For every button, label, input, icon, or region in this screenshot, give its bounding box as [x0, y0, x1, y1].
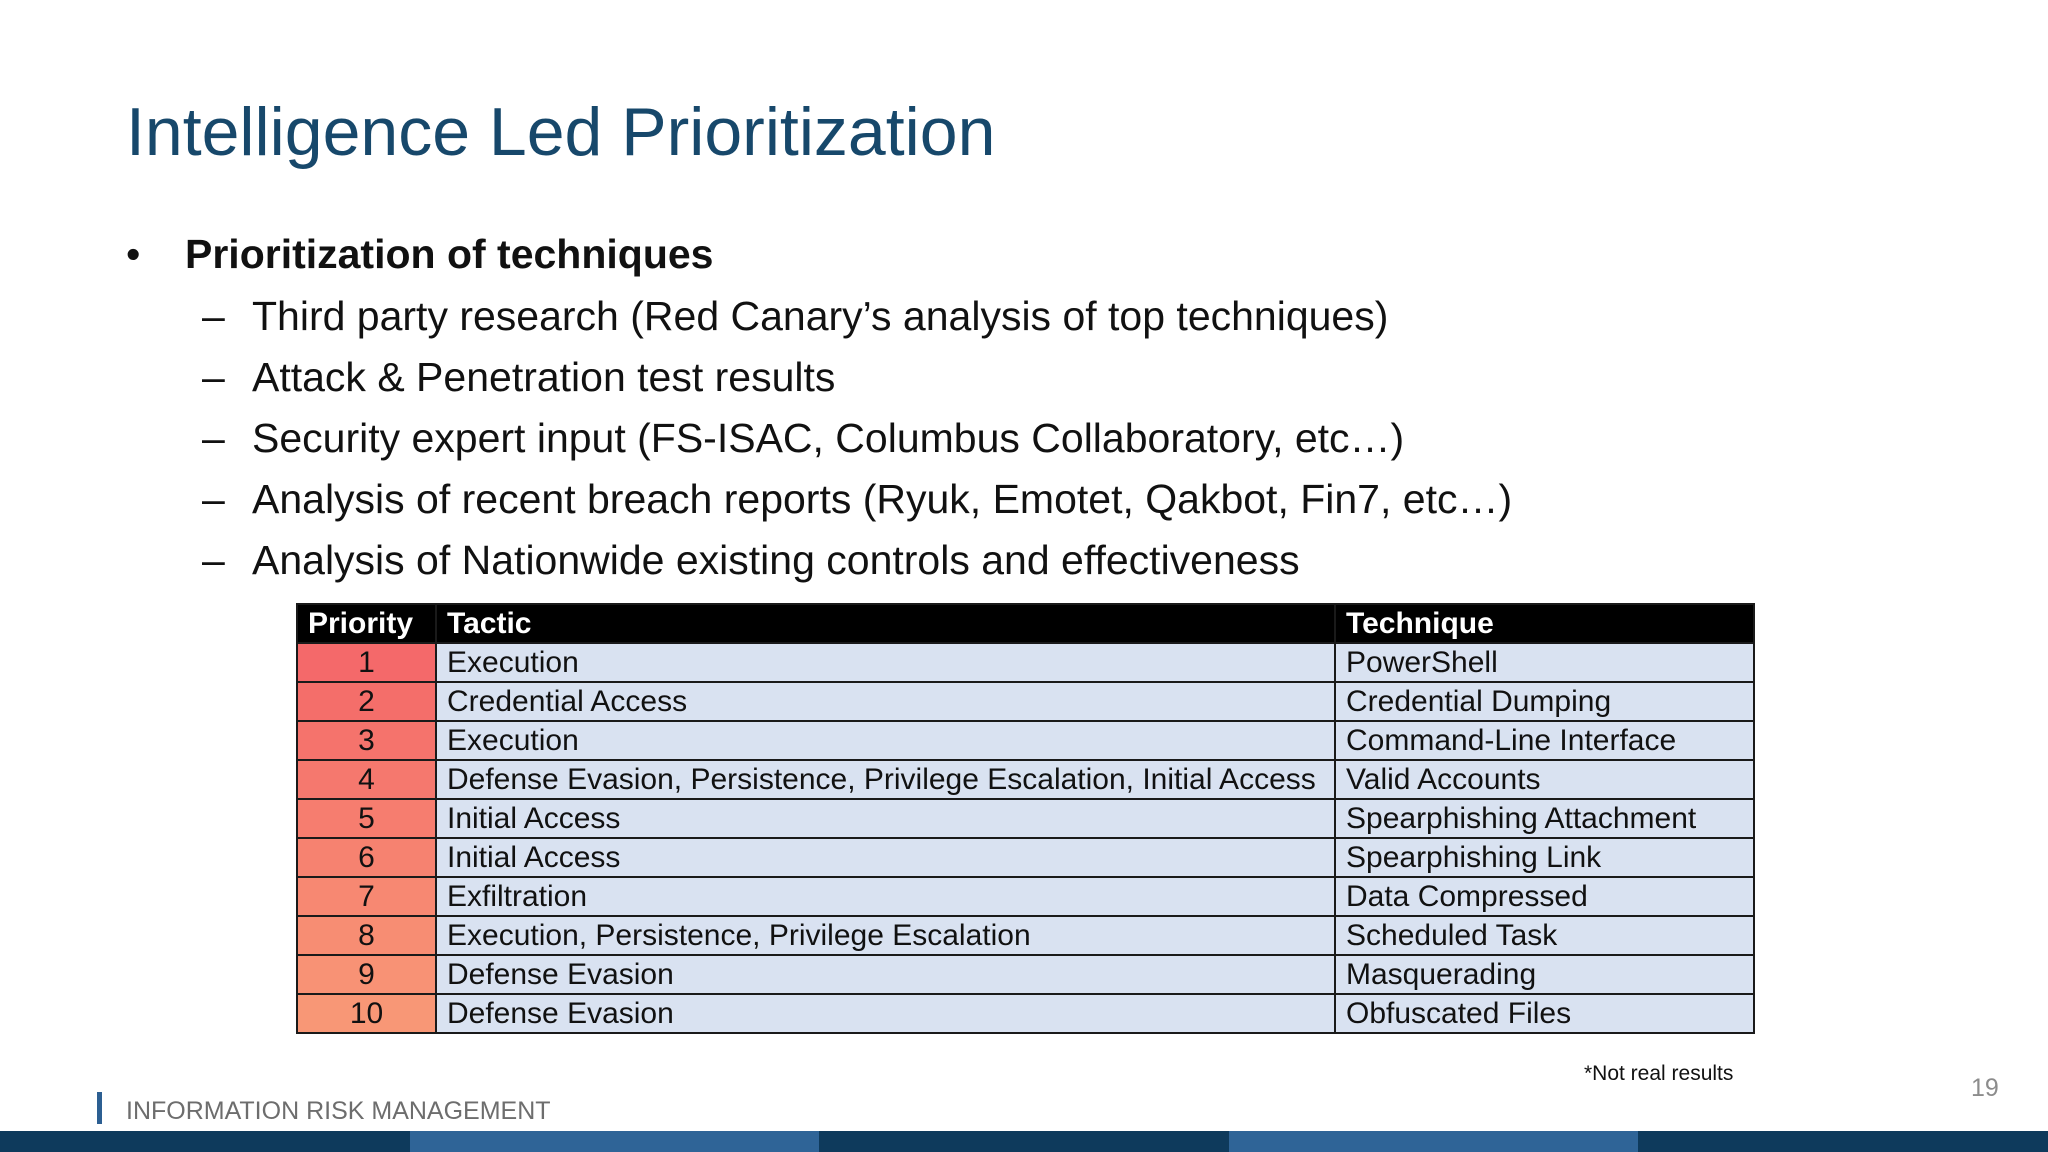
sub-bullet-dash: –	[202, 476, 225, 522]
header-tactic: Tactic	[436, 604, 1335, 643]
priority-cell: 7	[297, 877, 436, 916]
strip-segment	[410, 1131, 820, 1152]
strip-segment	[819, 1131, 1229, 1152]
technique-cell: Obfuscated Files	[1335, 994, 1754, 1033]
sub-bullet-text: Analysis of Nationwide existing controls and effectiveness	[252, 537, 1300, 583]
header-technique: Technique	[1335, 604, 1754, 643]
sub-bullet-text: Analysis of recent breach reports (Ryuk, Emotet, Qakbot, Fin7, etc…)	[252, 476, 1513, 522]
tactic-cell: Defense Evasion	[436, 955, 1335, 994]
technique-cell: Data Compressed	[1335, 877, 1754, 916]
table-row	[297, 643, 1754, 682]
technique-cell: Valid Accounts	[1335, 760, 1754, 799]
strip-segment	[1638, 1131, 2048, 1152]
strip-segment	[0, 1131, 410, 1152]
technique-cell: Spearphishing Attachment	[1335, 799, 1754, 838]
sub-bullet-dash: –	[202, 537, 225, 583]
priority-cell: 9	[297, 955, 436, 994]
table-body	[297, 643, 1754, 1033]
table-row	[297, 838, 1754, 877]
tactic-cell: Defense Evasion	[436, 994, 1335, 1033]
footer-text: INFORMATION RISK MANAGEMENT	[126, 1097, 551, 1125]
table-row	[297, 916, 1754, 955]
tactic-cell: Execution, Persistence, Privilege Escalation	[436, 916, 1335, 955]
table-row	[297, 682, 1754, 721]
footer-accent-bar	[97, 1092, 102, 1124]
technique-cell: Command-Line Interface	[1335, 721, 1754, 760]
table-row	[297, 799, 1754, 838]
tactic-cell: Execution	[436, 643, 1335, 682]
sub-bullet-text: Attack & Penetration test results	[252, 354, 836, 400]
priority-cell: 8	[297, 916, 436, 955]
technique-cell: Masquerading	[1335, 955, 1754, 994]
sub-bullet-text: Third party research (Red Canary’s analysis of top techniques)	[252, 293, 1389, 339]
slide-title: Intelligence Led Prioritization	[126, 94, 996, 170]
sub-bullet-dash: –	[202, 354, 225, 400]
table-row	[297, 955, 1754, 994]
technique-cell: Credential Dumping	[1335, 682, 1754, 721]
priority-table	[296, 603, 1755, 1034]
priority-cell: 3	[297, 721, 436, 760]
priority-cell: 10	[297, 994, 436, 1033]
tactic-cell: Credential Access	[436, 682, 1335, 721]
table-row	[297, 877, 1754, 916]
tactic-cell: Initial Access	[436, 838, 1335, 877]
technique-cell: Scheduled Task	[1335, 916, 1754, 955]
bullet-main-text: Prioritization of techniques	[185, 231, 714, 277]
priority-cell: 4	[297, 760, 436, 799]
table-row	[297, 760, 1754, 799]
bullet-dot: •	[126, 231, 141, 277]
tactic-cell: Defense Evasion, Persistence, Privilege Escalation, Initial Access	[436, 760, 1335, 799]
table-header-row	[297, 604, 1754, 643]
priority-cell: 2	[297, 682, 436, 721]
table-row	[297, 994, 1754, 1033]
tactic-cell: Execution	[436, 721, 1335, 760]
technique-cell: PowerShell	[1335, 643, 1754, 682]
tactic-cell: Exfiltration	[436, 877, 1335, 916]
strip-segment	[1229, 1131, 1639, 1152]
footnote: *Not real results	[1584, 1062, 1734, 1085]
priority-cell: 1	[297, 643, 436, 682]
sub-bullet-dash: –	[202, 293, 225, 339]
tactic-cell: Initial Access	[436, 799, 1335, 838]
technique-cell: Spearphishing Link	[1335, 838, 1754, 877]
header-priority: Priority	[297, 604, 436, 643]
priority-cell: 5	[297, 799, 436, 838]
table-row	[297, 721, 1754, 760]
page-number: 19	[1971, 1074, 1999, 1102]
sub-bullet-text: Security expert input (FS-ISAC, Columbus Collaboratory, etc…)	[252, 415, 1405, 461]
bottom-color-strip	[0, 1131, 2048, 1152]
sub-bullet-dash: –	[202, 415, 225, 461]
priority-cell: 6	[297, 838, 436, 877]
